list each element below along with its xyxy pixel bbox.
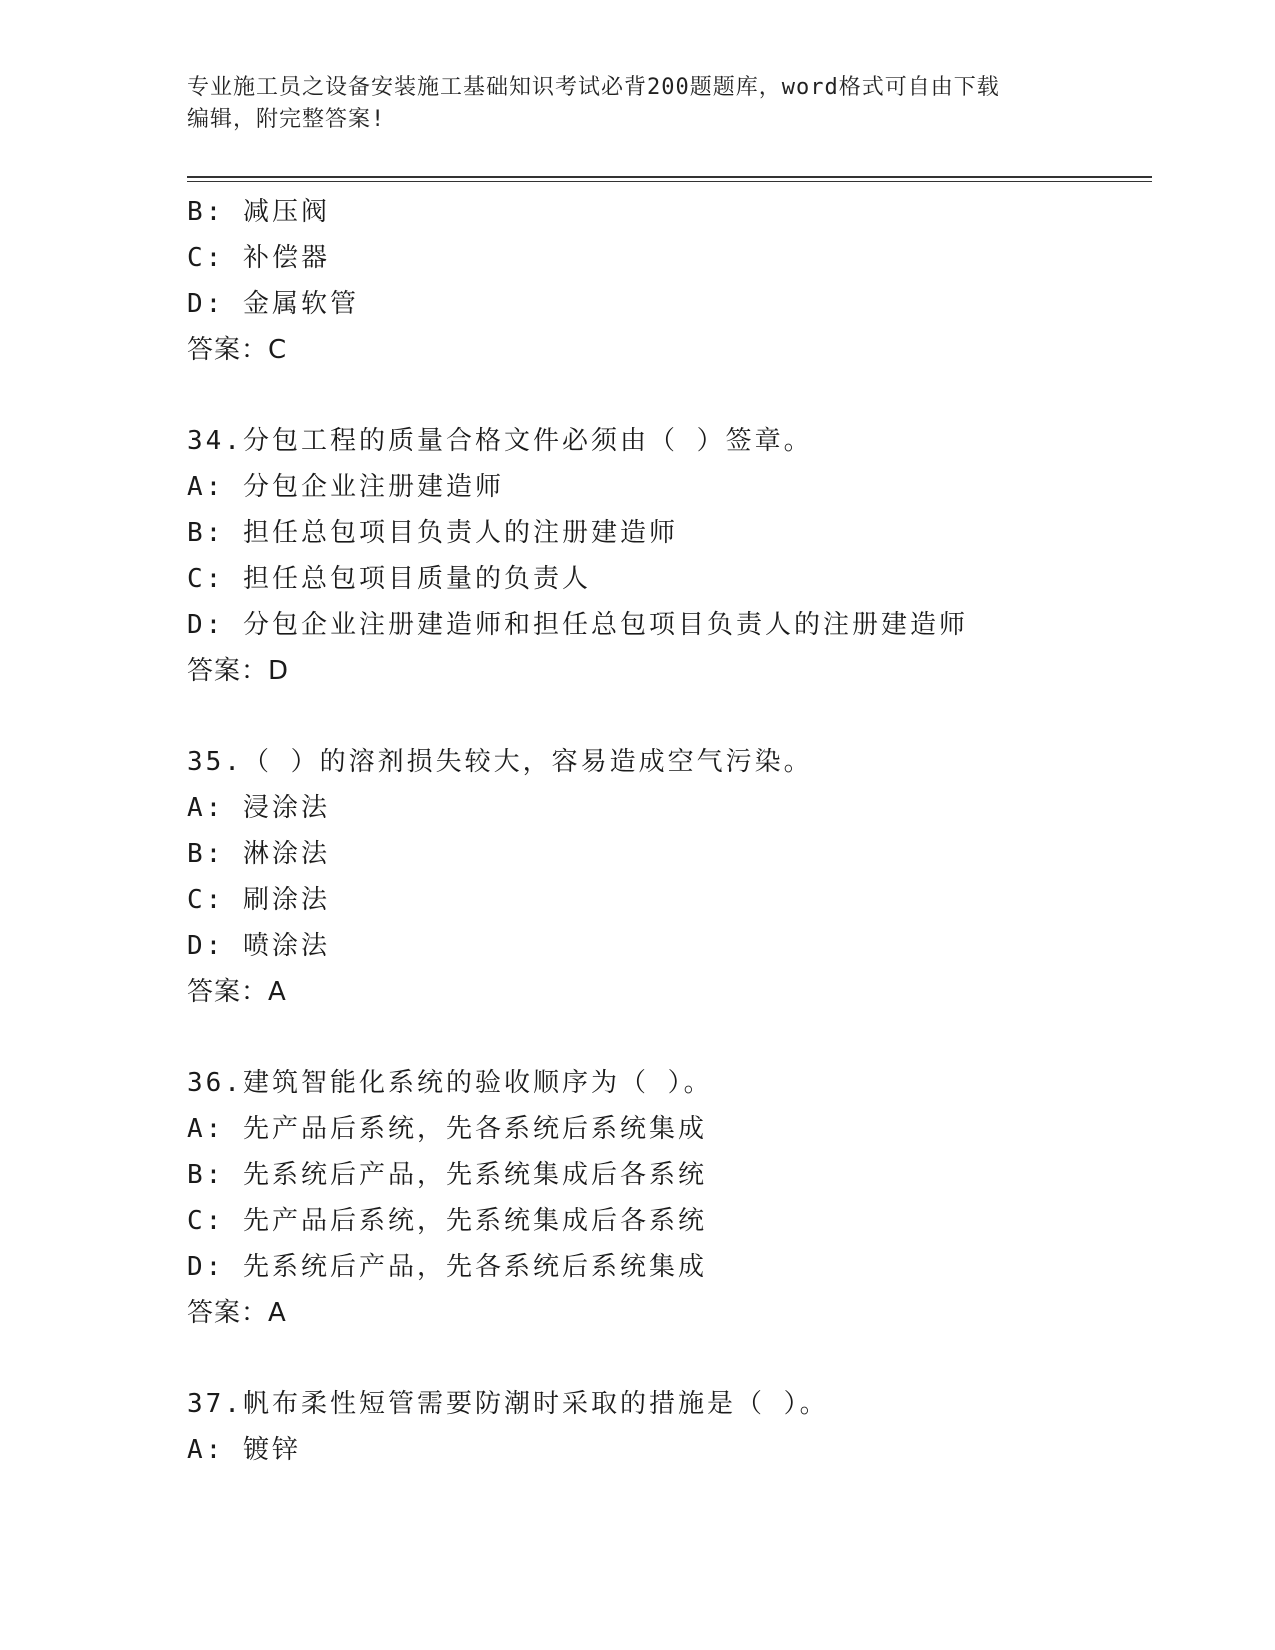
option-d: D: 喷涂法 — [187, 931, 330, 961]
option-c: C: 补偿器 — [187, 243, 330, 273]
question-block-36 — [187, 1060, 1167, 1336]
header-title-line-2: 编辑，附完整答案! — [187, 107, 386, 132]
question-list — [187, 189, 1167, 1473]
option-a: A: 浸涂法 — [187, 793, 330, 823]
answer-line: 答案：D — [187, 656, 290, 686]
option-b: B: 担任总包项目负责人的注册建造师 — [187, 518, 678, 548]
option-d: D: 分包企业注册建造师和担任总包项目负责人的注册建造师 — [187, 610, 968, 640]
option-c: C: 担任总包项目质量的负责人 — [187, 564, 591, 594]
question-block-34 — [187, 418, 1167, 694]
question-text: 36.建筑智能化系统的验收顺序为（ ）。 — [187, 1068, 713, 1098]
question-text: 35.（ ）的溶剂损失较大，容易造成空气污染。 — [187, 747, 813, 777]
option-b: B: 先系统后产品，先系统集成后各系统 — [187, 1160, 707, 1190]
header-title-line-1: 专业施工员之设备安装施工基础知识考试必背200题题库，word格式可自由下载 — [187, 75, 1000, 100]
option-d: D: 金属软管 — [187, 289, 359, 319]
question-text: 34.分包工程的质量合格文件必须由（ ）签章。 — [187, 426, 813, 456]
option-a: A: 分包企业注册建造师 — [187, 472, 504, 502]
answer-line: 答案：A — [187, 1298, 287, 1328]
option-c: C: 刷涂法 — [187, 885, 330, 915]
document-header — [187, 72, 1067, 136]
answer-line: 答案：C — [187, 335, 288, 365]
option-c: C: 先产品后系统，先系统集成后各系统 — [187, 1206, 707, 1236]
spacer — [187, 694, 1167, 739]
header-divider-thick — [187, 176, 1152, 178]
option-d: D: 先系统后产品，先各系统后系统集成 — [187, 1252, 707, 1282]
answer-line: 答案：A — [187, 977, 287, 1007]
spacer — [187, 373, 1167, 418]
question-block-33 — [187, 189, 1167, 373]
question-block-37 — [187, 1381, 1167, 1473]
option-a: A: 先产品后系统，先各系统后系统集成 — [187, 1114, 707, 1144]
spacer — [187, 1336, 1167, 1381]
question-block-35 — [187, 739, 1167, 1015]
option-b: B: 淋涂法 — [187, 839, 330, 869]
spacer — [187, 1015, 1167, 1060]
option-b: B: 减压阀 — [187, 197, 330, 227]
header-divider-thin — [187, 181, 1152, 182]
option-a: A: 镀锌 — [187, 1435, 301, 1465]
question-text: 37.帆布柔性短管需要防潮时采取的措施是（ ）。 — [187, 1389, 829, 1419]
